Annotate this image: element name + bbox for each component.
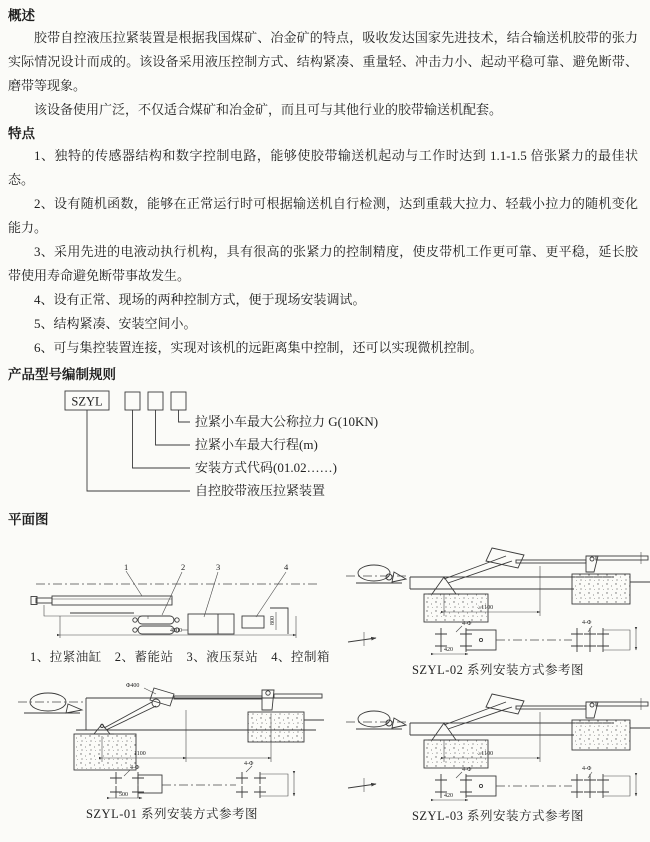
tail-pulley-sketch bbox=[18, 693, 86, 713]
model-rule-heading: 产品型号编制规则 bbox=[8, 367, 116, 382]
feature-item-2: 2、设有随机函数，能够在正常运行时可根据输送机自行检测，达到重载大拉力、轻载小拉力的随机变化能力。 bbox=[8, 196, 638, 235]
piston-rod bbox=[516, 560, 586, 563]
cylinder-arm bbox=[444, 548, 524, 583]
cylinder-arm bbox=[444, 694, 524, 729]
model-label-device-name: 自控胶带液压拉紧装置 bbox=[195, 483, 326, 498]
foundation-block-right bbox=[572, 574, 630, 604]
leader-1 bbox=[126, 571, 142, 596]
output-rod bbox=[274, 694, 322, 698]
model-code-diagram bbox=[57, 389, 638, 507]
model-label-pull-force: 拉紧小车最大公称拉力 G(10KN) bbox=[195, 414, 379, 429]
anchor-plan-view bbox=[110, 761, 294, 798]
foundation-block-right bbox=[248, 712, 304, 742]
bolt-label-left: 4-Φ bbox=[130, 765, 140, 771]
feature-item-6: 6、可与集控装置连接，实现对该机的远距离集中控制，还可以实现微机控制。 bbox=[34, 340, 483, 355]
support-bracket bbox=[90, 724, 114, 734]
anchor-plan-view bbox=[348, 766, 636, 800]
dimension-text: 4100 bbox=[170, 628, 182, 634]
connector-line-0 bbox=[87, 410, 190, 491]
bolt-label-right: 4-Φ bbox=[582, 620, 592, 626]
model-code-text: SZYL bbox=[71, 394, 103, 409]
features-heading: 特点 bbox=[8, 126, 35, 141]
bolt-label-left: 4-Φ bbox=[462, 767, 472, 773]
bolt-group-right bbox=[236, 772, 266, 798]
support-bracket bbox=[428, 723, 460, 740]
plan-dim-text: 500 bbox=[119, 792, 128, 798]
szyl03-caption: SZYL-03 系列安装方式参考图 bbox=[411, 809, 585, 823]
rod-bracket bbox=[262, 690, 274, 710]
szyl02-caption: SZYL-02 系列安装方式参考图 bbox=[411, 663, 585, 677]
szyl03-drawing bbox=[344, 692, 650, 804]
overview-paragraph-2: 该设备使用广泛，不仅适合煤矿和冶金矿，而且可与其他行业的胶带输送机配套。 bbox=[34, 102, 503, 117]
anchor-plan-view bbox=[348, 620, 636, 654]
digit-box-2 bbox=[148, 392, 163, 410]
plan-dim-text: 420 bbox=[444, 793, 453, 799]
connector-line-2 bbox=[156, 410, 191, 445]
digit-box-1 bbox=[125, 392, 140, 410]
bolt-group-left bbox=[435, 774, 472, 798]
callout-4: 4 bbox=[284, 562, 289, 572]
model-label-install-code: 安装方式代码(01.02……) bbox=[195, 460, 337, 475]
piston-rod bbox=[516, 706, 586, 709]
connector-line-3 bbox=[179, 410, 191, 422]
feature-item-4: 4、设有正常、现场的两种控制方式，便于现场安装调试。 bbox=[34, 292, 366, 307]
digit-box-3 bbox=[171, 392, 186, 410]
feature-item-1: 1、独特的传感器结构和数字控制电路，能够使胶带输送机起动与工作时达到 1.1-1.5 倍张紧力的最佳状态。 bbox=[8, 148, 638, 187]
system-plan-caption: 1、拉紧油缸 2、蓄能站 3、液压泵站 4、控制箱 bbox=[30, 650, 331, 664]
tie-rod-1 bbox=[104, 702, 152, 728]
dimension-text: ≥1100 bbox=[478, 751, 494, 757]
leader-2 bbox=[162, 572, 182, 615]
callout-3: 3 bbox=[216, 562, 221, 572]
bolt-label-right: 4-Φ bbox=[582, 766, 592, 772]
output-rod bbox=[596, 702, 648, 706]
leader-4 bbox=[256, 572, 286, 617]
tie-rod-2 bbox=[106, 706, 156, 730]
bolt-group-right bbox=[571, 774, 609, 798]
callout-1: 1 bbox=[124, 562, 129, 572]
plan-dim-text: 420 bbox=[444, 647, 453, 653]
bolt-label-right: 4-Φ bbox=[244, 761, 254, 767]
overview-heading: 概述 bbox=[8, 8, 35, 23]
feature-item-3: 3、采用先进的电液动执行机构，具有很高的张紧力的控制精度，使皮带机工作更可靠、更平稳，延长胶带使用寿命避免断带事故发生。 bbox=[8, 244, 638, 283]
szyl02-drawing bbox=[344, 546, 650, 658]
bolt-group-right bbox=[571, 628, 609, 652]
szyl01-caption: SZYL-01 系列安装方式参考图 bbox=[85, 807, 259, 821]
callout-2: 2 bbox=[181, 562, 186, 572]
overview-paragraph-1: 胶带自控液压拉紧装置是根据我国煤矿、冶金矿的特点，吸收发达国家先进技术，结合输送机胶带的张力实际情况设计而成的。该设备采用液压控制方式、结构紧凑、重量轻、冲击力小、起动平稳可靠、避免断带、磨带等现象。 bbox=[8, 30, 638, 93]
tail-pulley-sketch bbox=[346, 711, 408, 729]
output-rod bbox=[596, 556, 648, 560]
cylinder-on-rail bbox=[150, 688, 174, 707]
control-box bbox=[242, 616, 264, 628]
model-code-diagram-svg bbox=[57, 389, 477, 507]
dimension-text: 1100 bbox=[134, 751, 146, 757]
tension-cylinder bbox=[31, 596, 172, 605]
figures-area bbox=[8, 530, 638, 842]
szyl01-drawing bbox=[16, 680, 328, 802]
connector-line-1 bbox=[133, 410, 191, 468]
feature-item-5: 5、结构紧凑、安装空间小。 bbox=[34, 316, 197, 331]
bolt-label-left: 4-Φ bbox=[462, 621, 472, 627]
plan-view-heading: 平面图 bbox=[8, 512, 49, 527]
side-dimension-text: 800 bbox=[270, 616, 276, 625]
pipe-line bbox=[44, 605, 148, 619]
system-plan-drawing bbox=[30, 556, 326, 644]
dimension-text: ≥1100 bbox=[478, 605, 494, 611]
model-label-travel: 拉紧小车最大行程(m) bbox=[195, 437, 318, 452]
pulley-leader bbox=[144, 688, 156, 694]
leader-3 bbox=[204, 572, 218, 617]
pump-station bbox=[182, 614, 234, 634]
foundation-block-right bbox=[572, 720, 630, 750]
bolt-group-left bbox=[435, 628, 472, 652]
tail-pulley-sketch bbox=[346, 565, 408, 583]
support-bracket bbox=[428, 577, 460, 594]
foundation-block-left bbox=[74, 734, 136, 770]
piston-rod bbox=[174, 696, 262, 699]
pulley-label: Φ400 bbox=[126, 683, 140, 689]
